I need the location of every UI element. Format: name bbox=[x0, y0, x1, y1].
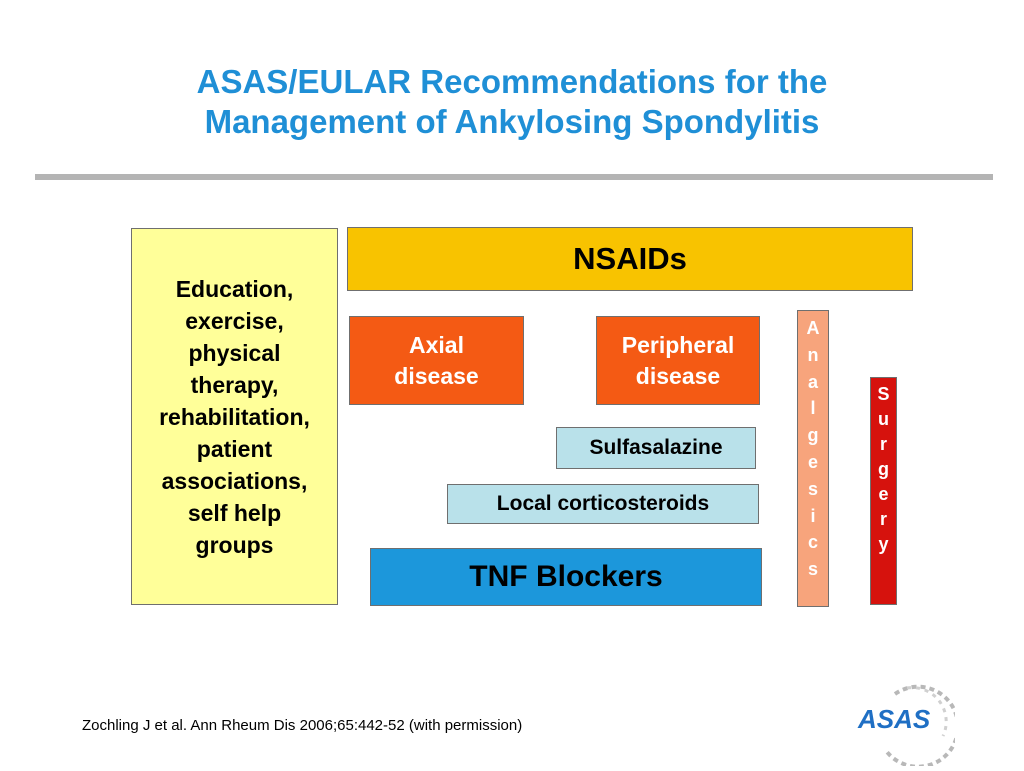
axial-line: disease bbox=[394, 362, 479, 389]
analgesics-letter: i bbox=[810, 505, 816, 526]
surgery-letter: S bbox=[877, 384, 890, 404]
title-line-2: Management of Ankylosing Spondylitis bbox=[204, 103, 820, 140]
analgesics-letter: g bbox=[807, 425, 819, 446]
asas-logo bbox=[855, 676, 955, 766]
education-line: physical bbox=[188, 339, 281, 366]
surgery-letter: e bbox=[878, 484, 889, 504]
peripheral-line: disease bbox=[635, 362, 721, 389]
surgery-letter: y bbox=[878, 534, 889, 554]
education-line: self help bbox=[187, 499, 282, 526]
education-line: therapy, bbox=[190, 371, 279, 398]
local-corticosteroids-box bbox=[447, 484, 759, 524]
analgesics-letter: e bbox=[807, 451, 818, 472]
tnf-blockers-label: TNF Blockers bbox=[469, 560, 663, 593]
analgesics-letter: a bbox=[807, 371, 818, 392]
surgery-bar bbox=[870, 377, 897, 605]
sulfasalazine-box bbox=[556, 427, 756, 469]
analgesics-bar bbox=[797, 310, 829, 607]
asas-logo-icon bbox=[855, 676, 955, 766]
education-line: groups bbox=[195, 531, 274, 558]
logo-text: ASAS bbox=[858, 704, 931, 734]
tnf-blockers-box bbox=[370, 548, 762, 606]
education-line: Education, bbox=[175, 275, 294, 302]
citation: Zochling J et al. Ann Rheum Dis 2006;65:442-52 (with permission) bbox=[82, 717, 523, 734]
nsaids-label: NSAIDs bbox=[573, 241, 687, 276]
surgery-letter: g bbox=[878, 459, 889, 479]
analgesics-letter: n bbox=[807, 344, 819, 365]
title-line-1: ASAS/EULAR Recommendations for the bbox=[196, 63, 828, 100]
peripheral-line: Peripheral bbox=[621, 331, 735, 358]
nsaids-box bbox=[347, 227, 913, 291]
page-title bbox=[0, 62, 1024, 142]
surgery-letter: u bbox=[878, 409, 889, 429]
axial-disease-box bbox=[349, 316, 524, 405]
local-corticosteroids-label: Local corticosteroids bbox=[496, 492, 710, 515]
surgery-letter: r bbox=[879, 509, 887, 529]
sulfasalazine-label: Sulfasalazine bbox=[589, 436, 723, 459]
axial-line: Axial bbox=[409, 331, 464, 358]
peripheral-disease-box bbox=[596, 316, 760, 405]
education-box bbox=[131, 228, 338, 605]
analgesics-letter: c bbox=[807, 532, 818, 553]
title-divider bbox=[35, 174, 993, 180]
education-line: rehabilitation, bbox=[159, 403, 310, 430]
analgesics-letter: l bbox=[810, 398, 816, 419]
education-line: exercise, bbox=[185, 307, 284, 334]
analgesics-letter: A bbox=[806, 318, 820, 338]
education-line: patient bbox=[196, 435, 273, 462]
education-line: associations, bbox=[161, 467, 308, 494]
analgesics-letter: s bbox=[807, 559, 818, 580]
analgesics-letter: s bbox=[807, 478, 818, 499]
surgery-letter: r bbox=[879, 434, 887, 454]
